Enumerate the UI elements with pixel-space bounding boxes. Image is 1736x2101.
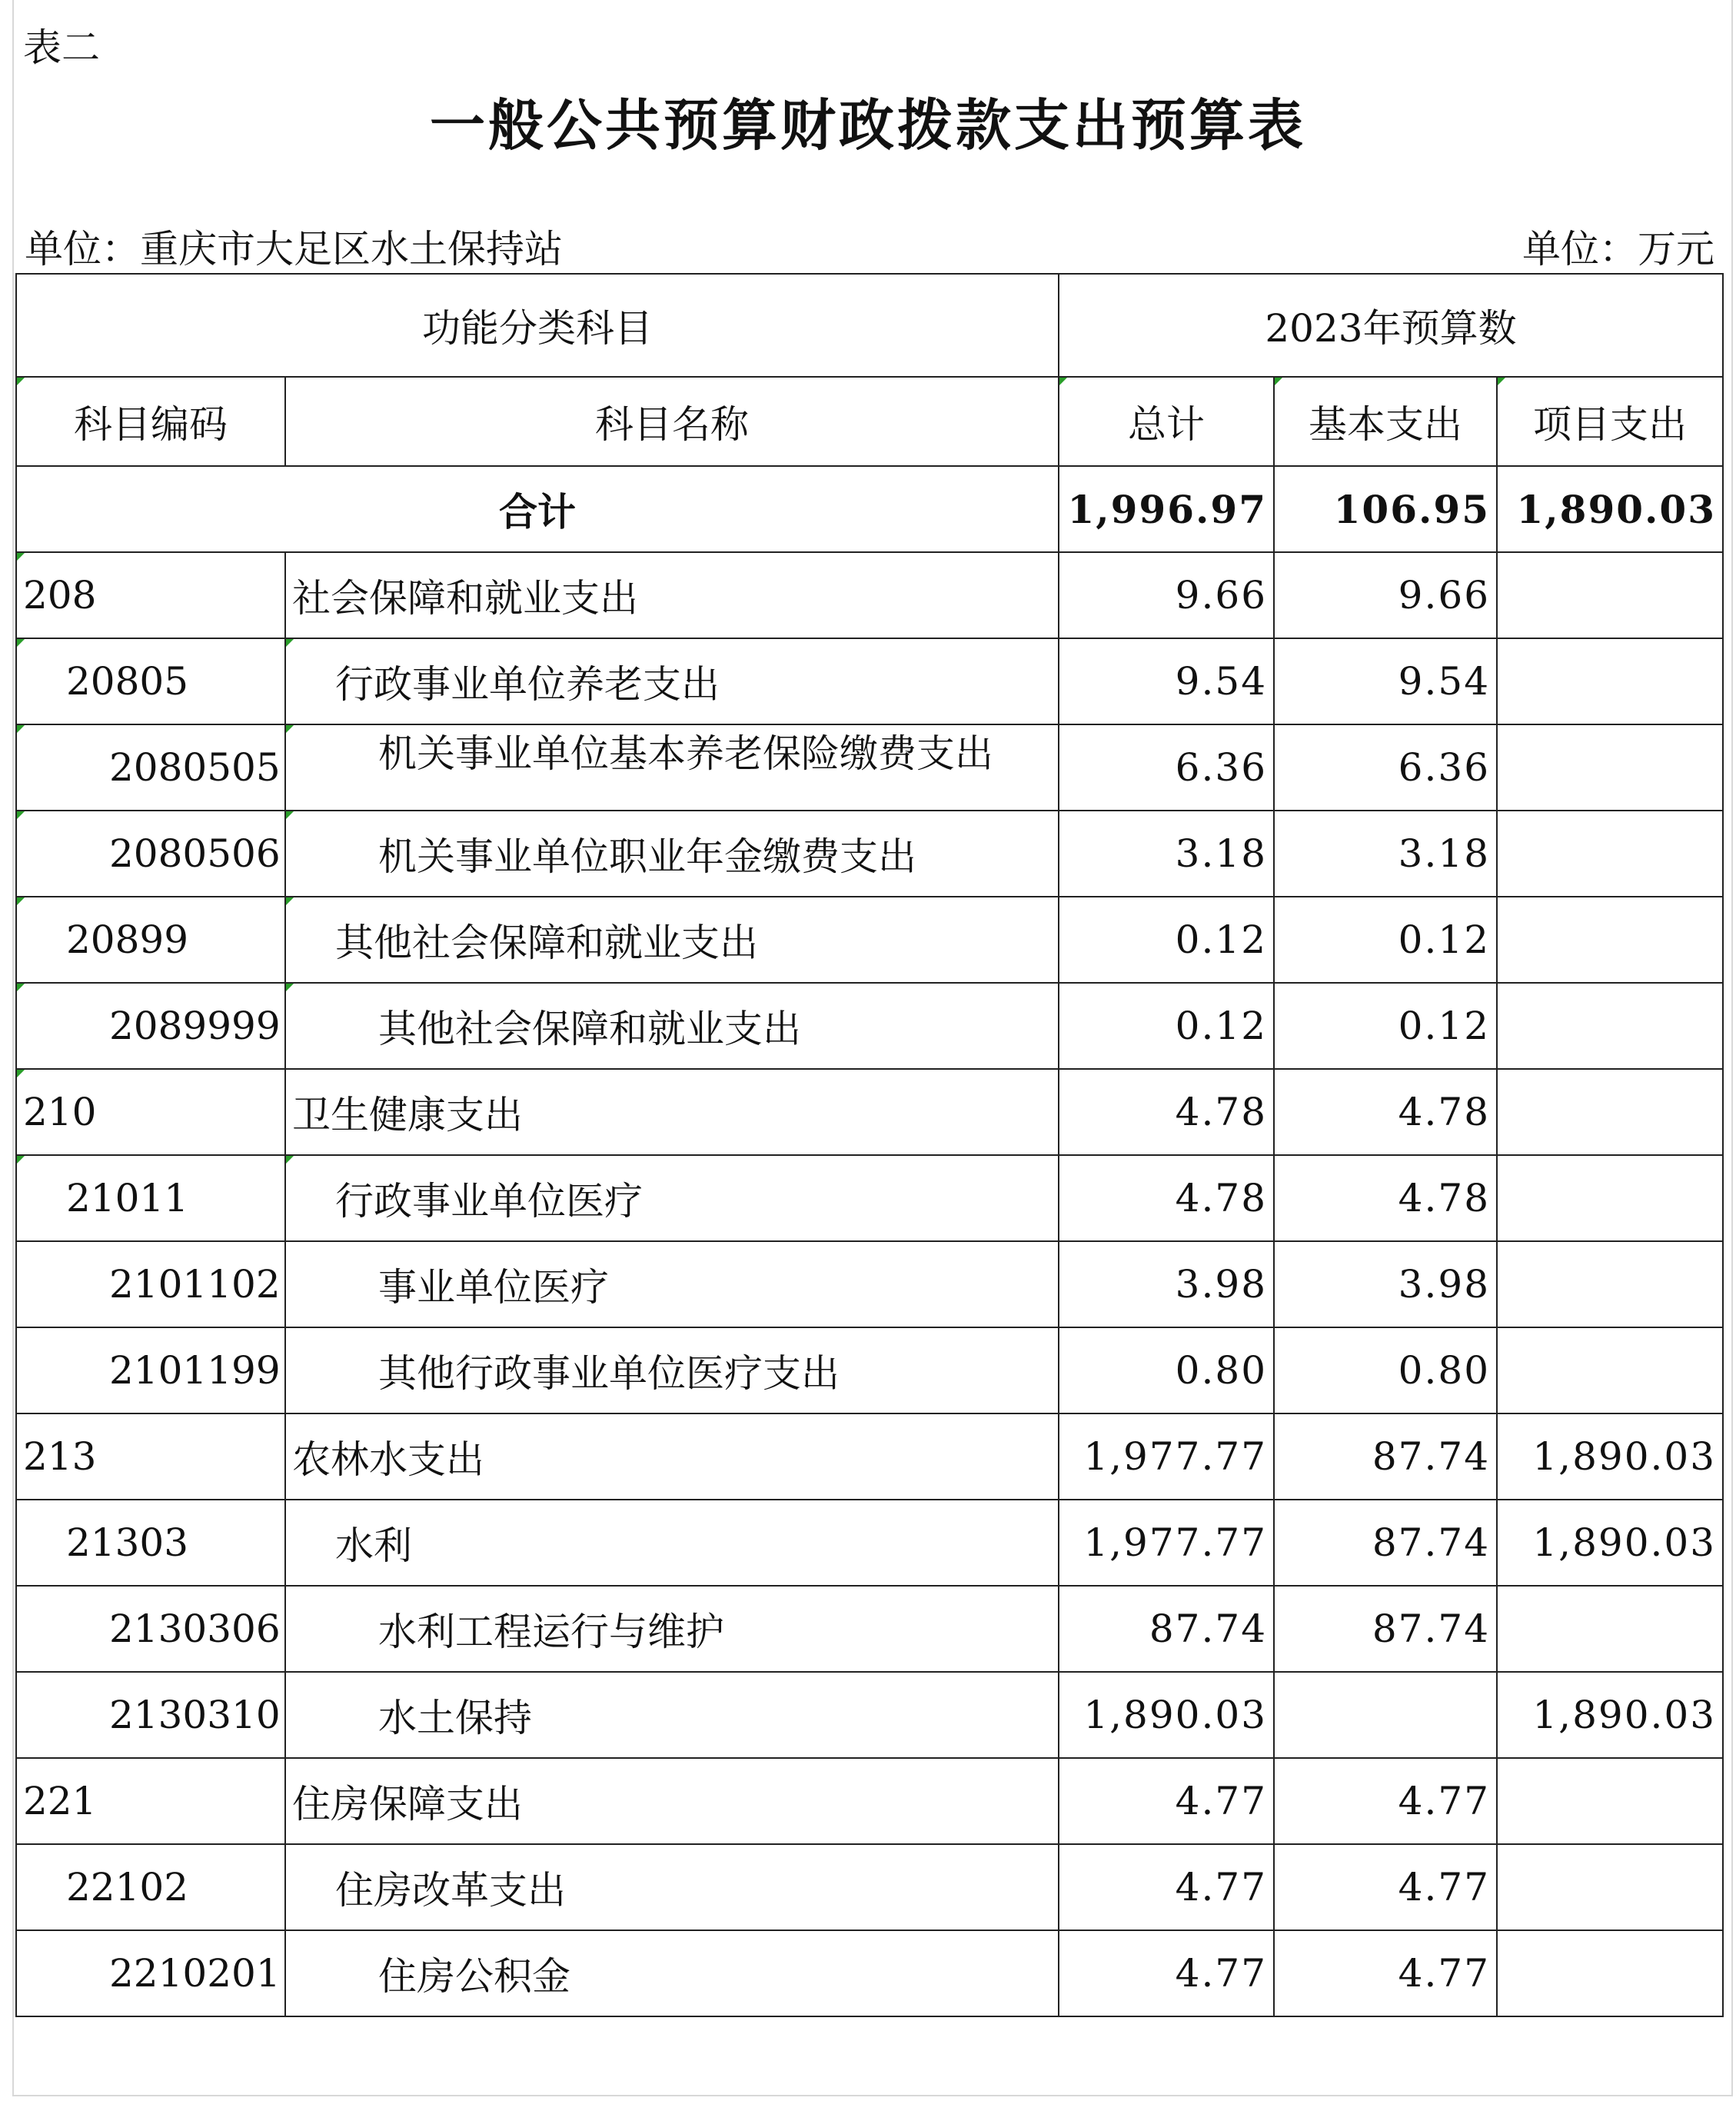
table-row bbox=[16, 811, 1723, 897]
row-total: 9.54 bbox=[1059, 638, 1274, 724]
row-basic: 87.74 bbox=[1274, 1586, 1497, 1672]
row-basic bbox=[1274, 1672, 1497, 1758]
row-code: 208 bbox=[16, 552, 285, 638]
header-basic: 基本支出 bbox=[1274, 377, 1497, 466]
row-basic: 4.78 bbox=[1274, 1155, 1497, 1241]
row-basic: 3.98 bbox=[1274, 1241, 1497, 1327]
row-code: 213 bbox=[16, 1413, 285, 1500]
row-project bbox=[1497, 811, 1723, 897]
row-name: 行政事业单位养老支出 bbox=[285, 638, 1059, 724]
row-project bbox=[1497, 1241, 1723, 1327]
table-row bbox=[16, 1930, 1723, 2016]
row-total: 1,890.03 bbox=[1059, 1672, 1274, 1758]
row-project bbox=[1497, 1069, 1723, 1155]
row-basic: 0.80 bbox=[1274, 1327, 1497, 1413]
budget-table bbox=[15, 273, 1724, 2017]
header-budget-year: 2023年预算数 bbox=[1059, 274, 1723, 377]
header-category: 功能分类科目 bbox=[16, 274, 1059, 377]
row-project bbox=[1497, 552, 1723, 638]
row-total: 4.77 bbox=[1059, 1758, 1274, 1844]
row-total: 0.12 bbox=[1059, 983, 1274, 1069]
row-project bbox=[1497, 1758, 1723, 1844]
row-total: 4.77 bbox=[1059, 1930, 1274, 2016]
row-name: 水利工程运行与维护 bbox=[285, 1586, 1059, 1672]
table-row bbox=[16, 897, 1723, 983]
table-row bbox=[16, 1327, 1723, 1413]
row-name: 水土保持 bbox=[285, 1672, 1059, 1758]
row-code: 22102 bbox=[16, 1844, 285, 1930]
row-total: 3.98 bbox=[1059, 1241, 1274, 1327]
row-name: 其他行政事业单位医疗支出 bbox=[285, 1327, 1059, 1413]
row-total: 87.74 bbox=[1059, 1586, 1274, 1672]
header-project: 项目支出 bbox=[1497, 377, 1723, 466]
row-project bbox=[1497, 724, 1723, 811]
row-basic: 87.74 bbox=[1274, 1500, 1497, 1586]
row-name: 机关事业单位职业年金缴费支出 bbox=[285, 811, 1059, 897]
row-total: 1,977.77 bbox=[1059, 1413, 1274, 1500]
table-label: 表二 bbox=[23, 25, 100, 70]
table-row bbox=[16, 1844, 1723, 1930]
row-project bbox=[1497, 1586, 1723, 1672]
row-project: 1,890.03 bbox=[1497, 1672, 1723, 1758]
row-basic: 4.77 bbox=[1274, 1758, 1497, 1844]
row-code: 2080505 bbox=[16, 724, 285, 811]
table-row bbox=[16, 1069, 1723, 1155]
row-project bbox=[1497, 638, 1723, 724]
header-row-2 bbox=[16, 377, 1723, 466]
row-code: 2101102 bbox=[16, 1241, 285, 1327]
row-basic: 9.54 bbox=[1274, 638, 1497, 724]
row-name: 行政事业单位医疗 bbox=[285, 1155, 1059, 1241]
row-project bbox=[1497, 1930, 1723, 2016]
row-name: 事业单位医疗 bbox=[285, 1241, 1059, 1327]
totals-basic: 106.95 bbox=[1274, 466, 1497, 552]
table-row bbox=[16, 1586, 1723, 1672]
row-code: 2130306 bbox=[16, 1586, 285, 1672]
totals-project: 1,890.03 bbox=[1497, 466, 1723, 552]
totals-label: 合计 bbox=[16, 466, 1059, 552]
row-code: 21011 bbox=[16, 1155, 285, 1241]
table-row bbox=[16, 1413, 1723, 1500]
row-project: 1,890.03 bbox=[1497, 1413, 1723, 1500]
row-total: 0.80 bbox=[1059, 1327, 1274, 1413]
row-project bbox=[1497, 1327, 1723, 1413]
unit-organization: 单位：重庆市大足区水土保持站 bbox=[25, 227, 563, 271]
table-row bbox=[16, 1672, 1723, 1758]
row-total: 1,977.77 bbox=[1059, 1500, 1274, 1586]
row-code: 20899 bbox=[16, 897, 285, 983]
row-total: 6.36 bbox=[1059, 724, 1274, 811]
row-project: 1,890.03 bbox=[1497, 1500, 1723, 1586]
row-total: 4.78 bbox=[1059, 1155, 1274, 1241]
row-basic: 9.66 bbox=[1274, 552, 1497, 638]
row-basic: 0.12 bbox=[1274, 897, 1497, 983]
row-code: 2080506 bbox=[16, 811, 285, 897]
row-code: 2101199 bbox=[16, 1327, 285, 1413]
row-basic: 87.74 bbox=[1274, 1413, 1497, 1500]
page-title: 一般公共预算财政拨款支出预算表 bbox=[429, 92, 1306, 158]
row-total: 9.66 bbox=[1059, 552, 1274, 638]
row-code: 20805 bbox=[16, 638, 285, 724]
row-code: 2210201 bbox=[16, 1930, 285, 2016]
row-name: 机关事业单位基本养老保险缴费支出 bbox=[285, 724, 1059, 811]
row-basic: 4.78 bbox=[1274, 1069, 1497, 1155]
row-total: 3.18 bbox=[1059, 811, 1274, 897]
row-name: 住房公积金 bbox=[285, 1930, 1059, 2016]
row-basic: 0.12 bbox=[1274, 983, 1497, 1069]
row-code: 221 bbox=[16, 1758, 285, 1844]
header-code: 科目编码 bbox=[16, 377, 285, 466]
row-code: 2130310 bbox=[16, 1672, 285, 1758]
row-project bbox=[1497, 983, 1723, 1069]
totals-total: 1,996.97 bbox=[1059, 466, 1274, 552]
header-row-1 bbox=[16, 274, 1723, 377]
table-row bbox=[16, 1758, 1723, 1844]
row-name: 卫生健康支出 bbox=[285, 1069, 1059, 1155]
row-name: 其他社会保障和就业支出 bbox=[285, 983, 1059, 1069]
table-row bbox=[16, 724, 1723, 811]
row-project bbox=[1497, 1155, 1723, 1241]
row-total: 4.78 bbox=[1059, 1069, 1274, 1155]
table-row bbox=[16, 1500, 1723, 1586]
row-project bbox=[1497, 1844, 1723, 1930]
row-code: 2089999 bbox=[16, 983, 285, 1069]
row-name: 其他社会保障和就业支出 bbox=[285, 897, 1059, 983]
row-code: 210 bbox=[16, 1069, 285, 1155]
header-total: 总计 bbox=[1059, 377, 1274, 466]
table-row bbox=[16, 1241, 1723, 1327]
row-basic: 3.18 bbox=[1274, 811, 1497, 897]
row-basic: 4.77 bbox=[1274, 1930, 1497, 2016]
row-name: 社会保障和就业支出 bbox=[285, 552, 1059, 638]
table-row bbox=[16, 552, 1723, 638]
header-name: 科目名称 bbox=[285, 377, 1059, 466]
row-name: 住房保障支出 bbox=[285, 1758, 1059, 1844]
table-row bbox=[16, 983, 1723, 1069]
row-code: 21303 bbox=[16, 1500, 285, 1586]
table-row bbox=[16, 638, 1723, 724]
row-total: 4.77 bbox=[1059, 1844, 1274, 1930]
row-name: 住房改革支出 bbox=[285, 1844, 1059, 1930]
table-row bbox=[16, 1155, 1723, 1241]
row-basic: 6.36 bbox=[1274, 724, 1497, 811]
row-name: 水利 bbox=[285, 1500, 1059, 1586]
totals-row bbox=[16, 466, 1723, 552]
row-basic: 4.77 bbox=[1274, 1844, 1497, 1930]
row-name: 农林水支出 bbox=[285, 1413, 1059, 1500]
row-total: 0.12 bbox=[1059, 897, 1274, 983]
unit-currency: 单位：万元 bbox=[1522, 227, 1714, 271]
row-project bbox=[1497, 897, 1723, 983]
